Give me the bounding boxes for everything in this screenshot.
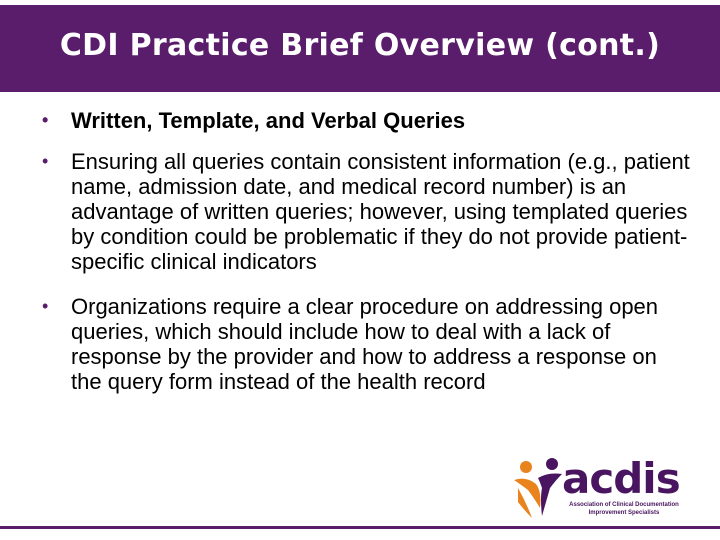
- logo-tagline-line: Association of Clinical Documentation: [569, 502, 679, 508]
- bullet-item: [42, 108, 692, 133]
- bullet-item: [42, 149, 692, 274]
- bullet-text: Ensuring all queries contain consistent information (e.g., patient name, admission date, and medical record number) is an advantage of written queries; however, using templated queries by condition could be problematic if they do not provide patient-specific clinical indicators: [71, 149, 690, 274]
- bullet-text: Written, Template, and Verbal Queries: [71, 108, 466, 133]
- bullet-marker: •: [42, 151, 49, 171]
- bottom-rule: [0, 526, 720, 529]
- bullet-text: Organizations require a clear procedure on addressing open queries, which should include how to deal with a lack of response by the provider and how to address a response on the query form instead of the health record: [71, 294, 659, 394]
- bullet-item: [42, 294, 692, 394]
- slide-title: CDI Practice Brief Overview (cont.): [59, 28, 661, 63]
- bullet-marker: •: [42, 110, 49, 130]
- title-bar: [0, 5, 720, 92]
- logo-wordmark: acdis: [562, 454, 680, 503]
- acdis-logo: [512, 454, 697, 524]
- bullet-marker: •: [42, 296, 49, 316]
- logo-tagline: [564, 501, 684, 517]
- logo-tagline-line: Improvement Specialists: [588, 510, 660, 516]
- bullet-list: [42, 108, 692, 408]
